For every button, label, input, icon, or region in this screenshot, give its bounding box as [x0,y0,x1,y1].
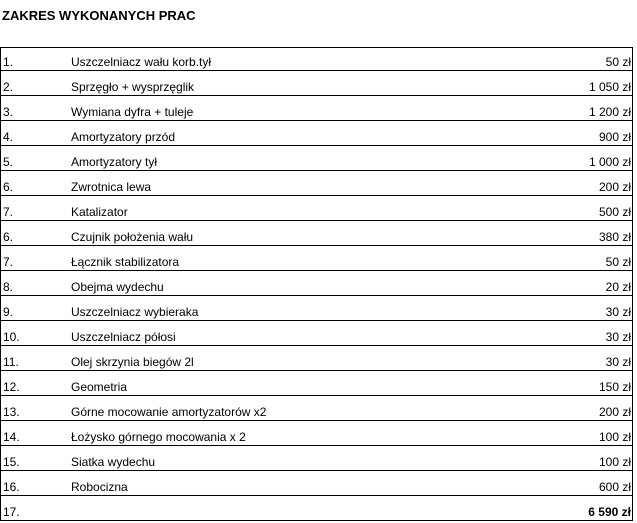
table-row [1,48,633,71]
row-amount: 30 zł [511,321,633,346]
row-amount: 50 zł [511,246,633,271]
row-number: 6. [1,171,72,196]
row-amount: 20 zł [511,271,633,296]
row-amount: 500 zł [511,196,633,221]
row-amount: 900 zł [511,121,633,146]
row-description: Uszczelniacz wybieraka [71,296,511,321]
row-amount: 1 000 zł [511,146,633,171]
table-row [1,96,633,121]
row-number: 10. [1,321,72,346]
row-number: 12. [1,371,72,396]
row-amount: 1 050 zł [511,71,633,96]
row-number: 7. [1,246,72,271]
row-amount: 30 zł [511,296,633,321]
row-amount: 100 zł [511,446,633,471]
row-number: 5. [1,146,72,171]
row-number: 8. [1,271,72,296]
row-description: Łącznik stabilizatora [71,246,511,271]
row-amount: 1 200 zł [511,96,633,121]
row-number: 14. [1,421,72,446]
row-description [71,496,511,521]
work-scope-table-body [1,48,633,521]
row-description: Geometria [71,371,511,396]
row-description: Wymiana dyfra + tuleje [71,96,511,121]
work-scope-table [0,47,633,521]
row-number: 17. [1,496,72,521]
table-row [1,146,633,171]
row-amount: 600 zł [511,471,633,496]
row-description: Uszczelniacz wału korb.tył [71,48,511,71]
row-number: 7. [1,196,72,221]
row-amount: 380 zł [511,221,633,246]
row-description: Siatka wydechu [71,446,511,471]
row-description: Sprzęgło + wysprzęglik [71,71,511,96]
total-amount: 6 590 zł [511,496,633,521]
row-description: Robocizna [71,471,511,496]
row-description: Obejma wydechu [71,271,511,296]
total-row [1,496,633,521]
table-row [1,396,633,421]
row-number: 3. [1,96,72,121]
row-amount: 150 zł [511,371,633,396]
row-description: Amortyzatory tył [71,146,511,171]
table-row [1,446,633,471]
table-row [1,71,633,96]
row-amount: 30 zł [511,346,633,371]
row-amount: 200 zł [511,396,633,421]
row-number: 15. [1,446,72,471]
table-row [1,296,633,321]
table-row [1,171,633,196]
page-title: ZAKRES WYKONANYCH PRAC [2,8,196,23]
row-description: Katalizator [71,196,511,221]
row-description: Górne mocowanie amortyzatorów x2 [71,396,511,421]
table-row [1,221,633,246]
table-row [1,346,633,371]
row-number: 13. [1,396,72,421]
table-row [1,421,633,446]
row-amount: 200 zł [511,171,633,196]
row-description: Amortyzatory przód [71,121,511,146]
row-amount: 50 zł [511,48,633,71]
table-row [1,471,633,496]
row-number: 1. [1,48,72,71]
row-number: 6. [1,221,72,246]
row-description: Łożysko górnego mocowania x 2 [71,421,511,446]
row-description: Czujnik położenia wału [71,221,511,246]
row-amount: 100 zł [511,421,633,446]
row-description: Olej skrzynia biegów 2l [71,346,511,371]
row-number: 9. [1,296,72,321]
table-row [1,121,633,146]
table-row [1,271,633,296]
row-number: 16. [1,471,72,496]
table-row [1,246,633,271]
table-row [1,321,633,346]
table-row [1,371,633,396]
row-description: Uszczelniacz półosi [71,321,511,346]
row-description: Zwrotnica lewa [71,171,511,196]
row-number: 2. [1,71,72,96]
table-row [1,196,633,221]
row-number: 4. [1,121,72,146]
row-number: 11. [1,346,72,371]
